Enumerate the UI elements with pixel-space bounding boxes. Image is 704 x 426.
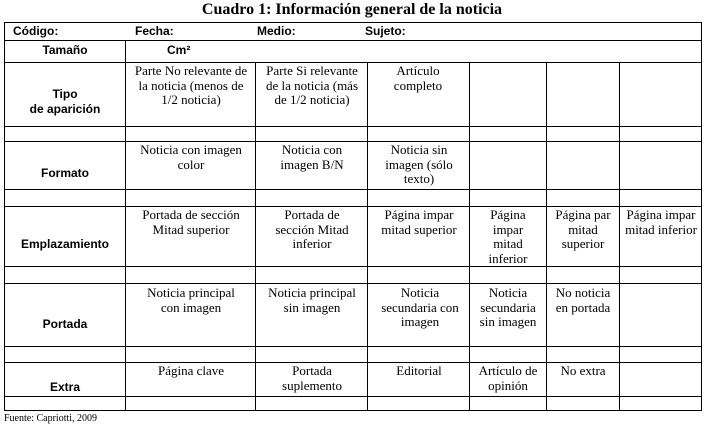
table-cell: Página impar mitad inferior	[488, 207, 528, 266]
grid-line	[469, 62, 470, 411]
grid-line	[619, 62, 620, 411]
table-cell: Noticia secundaria con imagen	[381, 285, 459, 329]
table-title: Cuadro 1: Información general de la noticia	[201, 1, 503, 18]
codigo-label: Código:	[13, 24, 59, 38]
information-table	[4, 22, 702, 411]
medio-label: Medio:	[257, 24, 296, 38]
grid-line	[5, 189, 701, 190]
table-cell: Página impar mitad superior	[381, 207, 457, 237]
grid-line	[5, 126, 701, 127]
grid-line	[5, 396, 701, 397]
table-cell: Página par mitad superior	[555, 207, 611, 251]
table-cell: Artículo de opinión	[478, 363, 538, 393]
table-cell: Noticia sin imagen (sólo texto)	[385, 142, 453, 186]
grid-line	[5, 266, 701, 267]
grid-line	[5, 40, 701, 41]
table-cell: Noticia con imagen color	[140, 142, 242, 172]
table-cell: Noticia secundaria sin imagen	[479, 285, 537, 329]
table-cell: Portada suplemento	[282, 363, 342, 393]
grid-line	[5, 346, 701, 347]
table-cell: Noticia con imagen B/N	[280, 142, 344, 172]
grid-line	[367, 62, 368, 411]
table-cell: Artículo completo	[393, 63, 443, 93]
fecha-label: Fecha:	[135, 24, 174, 38]
table-cell: Noticia principal con imagen	[147, 285, 235, 315]
table-cell: Parte No relevante de la noticia (menos de 1/2 noticia)	[134, 63, 248, 107]
table-cell: Página impar mitad inferior	[625, 207, 697, 237]
table-cell: Editorial	[396, 363, 442, 378]
table-cell: Portada de sección Mitad superior	[142, 207, 240, 237]
row-label-tipo	[5, 87, 125, 117]
source-note: Fuente: Capriotti, 2009	[4, 413, 98, 424]
row-label-emplazamiento: Emplazamiento	[20, 237, 110, 251]
row-label-tamano: Tamaño	[42, 43, 88, 57]
table-cell: No noticia en portada	[555, 285, 611, 315]
row-label-formato: Formato	[41, 166, 89, 180]
grid-line	[255, 62, 256, 411]
table-cell: No extra	[560, 363, 606, 378]
grid-line	[125, 40, 126, 411]
row-label-line: de aparición	[29, 102, 101, 116]
row-label-extra: Extra	[49, 380, 81, 394]
table-cell: Parte Si relevante de la noticia (más de 1/2 noticia)	[265, 63, 359, 107]
grid-line	[5, 141, 701, 142]
table-cell: Noticia principal sin imagen	[268, 285, 356, 315]
sujeto-label: Sujeto:	[365, 24, 406, 38]
grid-line	[5, 283, 701, 284]
table-cell: Página clave	[157, 363, 225, 378]
table-cell: Portada de sección Mitad inferior	[275, 207, 349, 251]
grid-line	[546, 62, 547, 411]
row-label-line: Tipo	[52, 87, 78, 101]
size-unit: Cm²	[167, 43, 191, 57]
row-label-portada: Portada	[42, 317, 88, 331]
